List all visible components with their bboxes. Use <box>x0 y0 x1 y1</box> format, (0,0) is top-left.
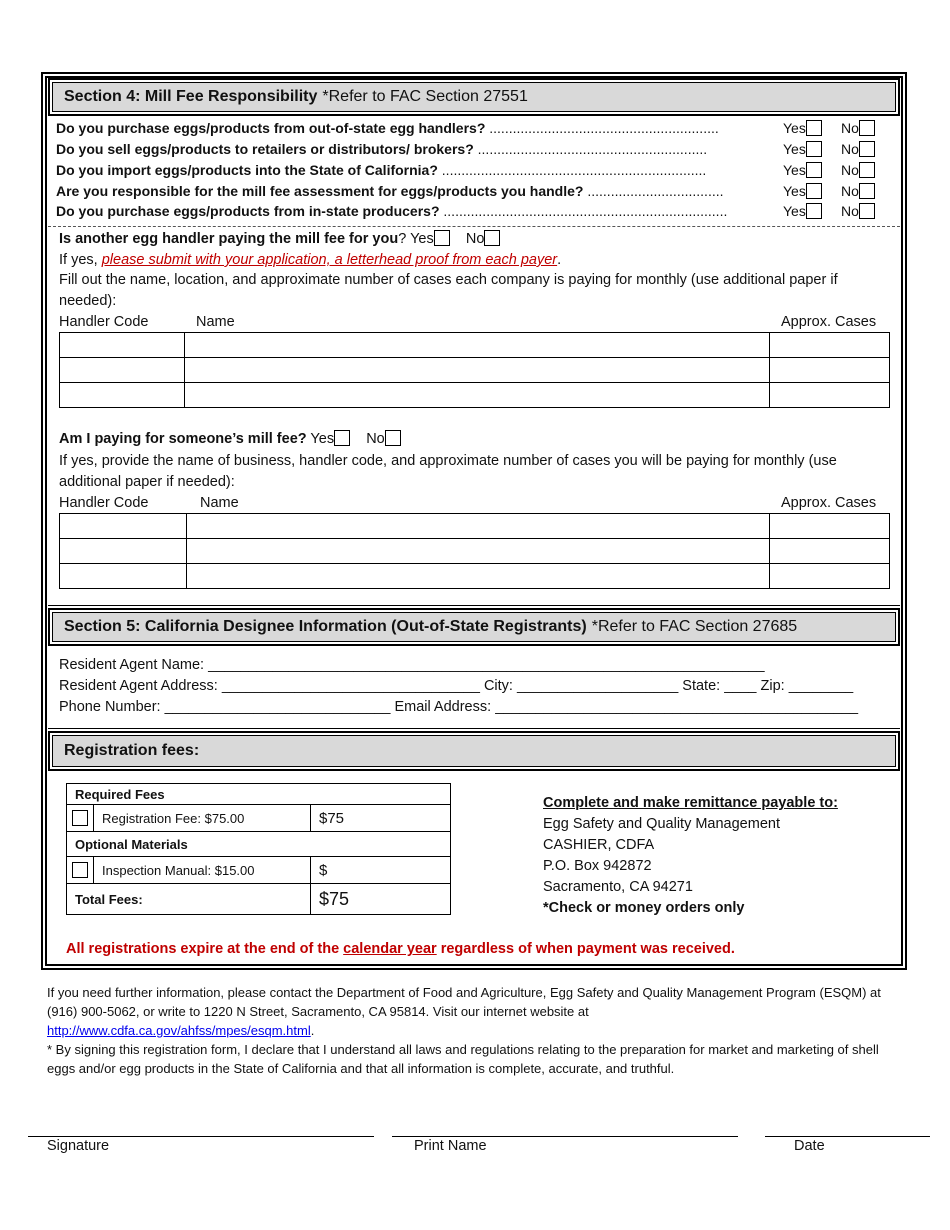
no-option[interactable]: No <box>841 203 875 219</box>
table-row <box>60 333 890 358</box>
footer-declaration: * By signing this registration form, I declare that I understand all laws and regulations relating to the preparation for market and marketing of shell eggs and/or egg products in the State of California and that all information is complete, accurate, and truthful. <box>47 1042 879 1076</box>
section-divider <box>48 728 900 729</box>
fees-header <box>48 731 900 771</box>
no-checkbox[interactable] <box>859 162 875 178</box>
remittance-title: Complete and make remittance payable to: <box>543 795 838 811</box>
remit-line: P.O. Box 942872 <box>543 858 652 874</box>
question-row: Do you import eggs/products into the State of California? .................................................................... <box>56 162 707 178</box>
col-approx-cases: Approx. Cases <box>781 495 877 511</box>
fees-title: Registration fees: <box>64 742 200 759</box>
no-option[interactable]: No <box>841 162 875 178</box>
other-handler-no-checkbox[interactable] <box>484 230 500 246</box>
registration-fee-value[interactable]: $75 <box>311 805 451 832</box>
section4-ref: *Refer to FAC Section 27551 <box>322 88 528 105</box>
section5-header <box>48 608 900 646</box>
yes-checkbox[interactable] <box>806 162 822 178</box>
paying-yes-checkbox[interactable] <box>334 430 350 446</box>
other-handler-yes-checkbox[interactable] <box>434 230 450 246</box>
expiration-warning: All registrations expire at the end of the calendar year regardless of when payment was received. <box>66 941 735 957</box>
phone-field[interactable]: ____________________________ <box>164 699 391 715</box>
yes-option[interactable]: Yes <box>783 203 822 219</box>
optional-materials-header: Optional Materials <box>67 832 451 857</box>
no-option[interactable]: No <box>841 141 875 157</box>
email-field[interactable]: _____________________________________________ <box>495 699 859 715</box>
registration-fee-checkbox[interactable] <box>72 810 88 826</box>
signature-label: Signature <box>47 1138 110 1154</box>
resident-agent-address-row: Resident Agent Address: ________________________________ City: ____________________ State: ____ Zip: ________ <box>59 678 854 694</box>
no-option[interactable]: No <box>841 183 875 199</box>
table-row <box>60 564 890 589</box>
print-name-label: Print Name <box>414 1138 487 1154</box>
total-fees-label: Total Fees: <box>67 884 311 915</box>
no-checkbox[interactable] <box>859 183 875 199</box>
remit-line: Sacramento, CA 94271 <box>543 879 693 895</box>
dashed-divider <box>48 226 900 227</box>
inspection-manual-value[interactable]: $ <box>311 857 451 884</box>
remit-line: Egg Safety and Quality Management <box>543 816 780 832</box>
letterhead-proof-note: please submit with your application, a letterhead proof from each payer <box>101 252 558 268</box>
section4-header <box>48 78 900 116</box>
yes-checkbox[interactable] <box>806 141 822 157</box>
resident-agent-name-row: Resident Agent Name: _____________________________________________________________________ <box>59 657 765 673</box>
remit-note: *Check or money orders only <box>543 900 745 916</box>
other-handler-table <box>59 332 890 408</box>
resident-agent-name-field[interactable]: _____________________________________________________________________ <box>208 657 765 673</box>
remittance-block <box>543 793 838 919</box>
date-label: Date <box>794 1138 825 1154</box>
yes-option[interactable]: Yes <box>783 162 822 178</box>
state-field[interactable]: ____ <box>724 678 757 694</box>
registration-fee-label: Registration Fee: $75.00 <box>94 805 311 832</box>
yes-checkbox[interactable] <box>806 183 822 199</box>
yes-option[interactable]: Yes <box>783 141 822 157</box>
required-fees-header: Required Fees <box>67 784 451 805</box>
col-name: Name <box>196 314 235 330</box>
yes-checkbox[interactable] <box>806 203 822 219</box>
no-checkbox[interactable] <box>859 120 875 136</box>
address-field[interactable]: ________________________________ <box>221 678 480 694</box>
col-handler-code: Handler Code <box>59 495 149 511</box>
no-checkbox[interactable] <box>859 203 875 219</box>
phone-email-row: Phone Number: ____________________________ Email Address: _____________________________________________ <box>59 699 859 715</box>
other-handler-if-yes: If yes, please submit with your application, a letterhead proof from each payer. <box>59 252 562 268</box>
section5-title: Section 5: California Designee Information (Out-of-State Registrants) <box>64 618 587 635</box>
zip-field[interactable]: ________ <box>788 678 854 694</box>
total-fees-value[interactable]: $75 <box>311 884 451 915</box>
paying-for-other-question: Am I paying for someone’s mill fee? Yes No <box>59 429 401 450</box>
fees-table <box>66 783 451 915</box>
table-row <box>60 514 890 539</box>
date-line[interactable] <box>765 1136 930 1137</box>
table-row <box>60 383 890 408</box>
yes-option[interactable]: Yes <box>783 183 822 199</box>
col-name: Name <box>200 495 239 511</box>
yes-option[interactable]: Yes <box>783 120 822 136</box>
other-handler-instructions: Fill out the name, location, and approximate number of cases each company is paying for monthly (use additional paper if needed): <box>59 272 838 309</box>
paying-for-other-instructions: If yes, provide the name of business, handler code, and approximate number of cases you will be paying for monthly (use additional paper if needed): <box>59 453 837 490</box>
yes-checkbox[interactable] <box>806 120 822 136</box>
col-approx-cases: Approx. Cases <box>781 314 877 330</box>
footer-info: If you need further information, please contact the Department of Food and Agriculture, Egg Safety and Quality Management Program (ESQM) at (916) 900-5062, or write to 1220 N Street, Sacramento, CA 95814. Visit our internet website at http://www.cdfa.ca.gov/ahfss/mpes/esqm.html. <box>47 985 881 1038</box>
section4-title: Section 4: Mill Fee Responsibility <box>64 88 318 105</box>
inspection-manual-checkbox[interactable] <box>72 862 88 878</box>
section5-ref: *Refer to FAC Section 27685 <box>591 618 798 635</box>
table-row <box>60 539 890 564</box>
no-checkbox[interactable] <box>859 141 875 157</box>
section-divider <box>48 605 900 606</box>
no-option[interactable]: No <box>841 120 875 136</box>
inspection-manual-label: Inspection Manual: $15.00 <box>94 857 311 884</box>
city-field[interactable]: ____________________ <box>516 678 679 694</box>
question-row: Do you purchase eggs/products from out-of-state egg handlers? ........................................................... <box>56 120 719 136</box>
paying-for-other-table <box>59 513 890 589</box>
paying-no-checkbox[interactable] <box>385 430 401 446</box>
esqm-website-link[interactable]: http://www.cdfa.ca.gov/ahfss/mpes/esqm.html <box>47 1023 311 1038</box>
question-row: Do you purchase eggs/products from in-state producers? ......................................................................... <box>56 203 728 219</box>
table-row <box>60 358 890 383</box>
other-handler-question: Is another egg handler paying the mill fee for you? Yes No <box>59 229 500 250</box>
remit-line: CASHIER, CDFA <box>543 837 655 853</box>
col-handler-code: Handler Code <box>59 314 149 330</box>
question-row: Are you responsible for the mill fee assessment for eggs/products you handle? ................................... <box>56 183 724 199</box>
question-row: Do you sell eggs/products to retailers or distributors/ brokers? ........................................................... <box>56 141 708 157</box>
